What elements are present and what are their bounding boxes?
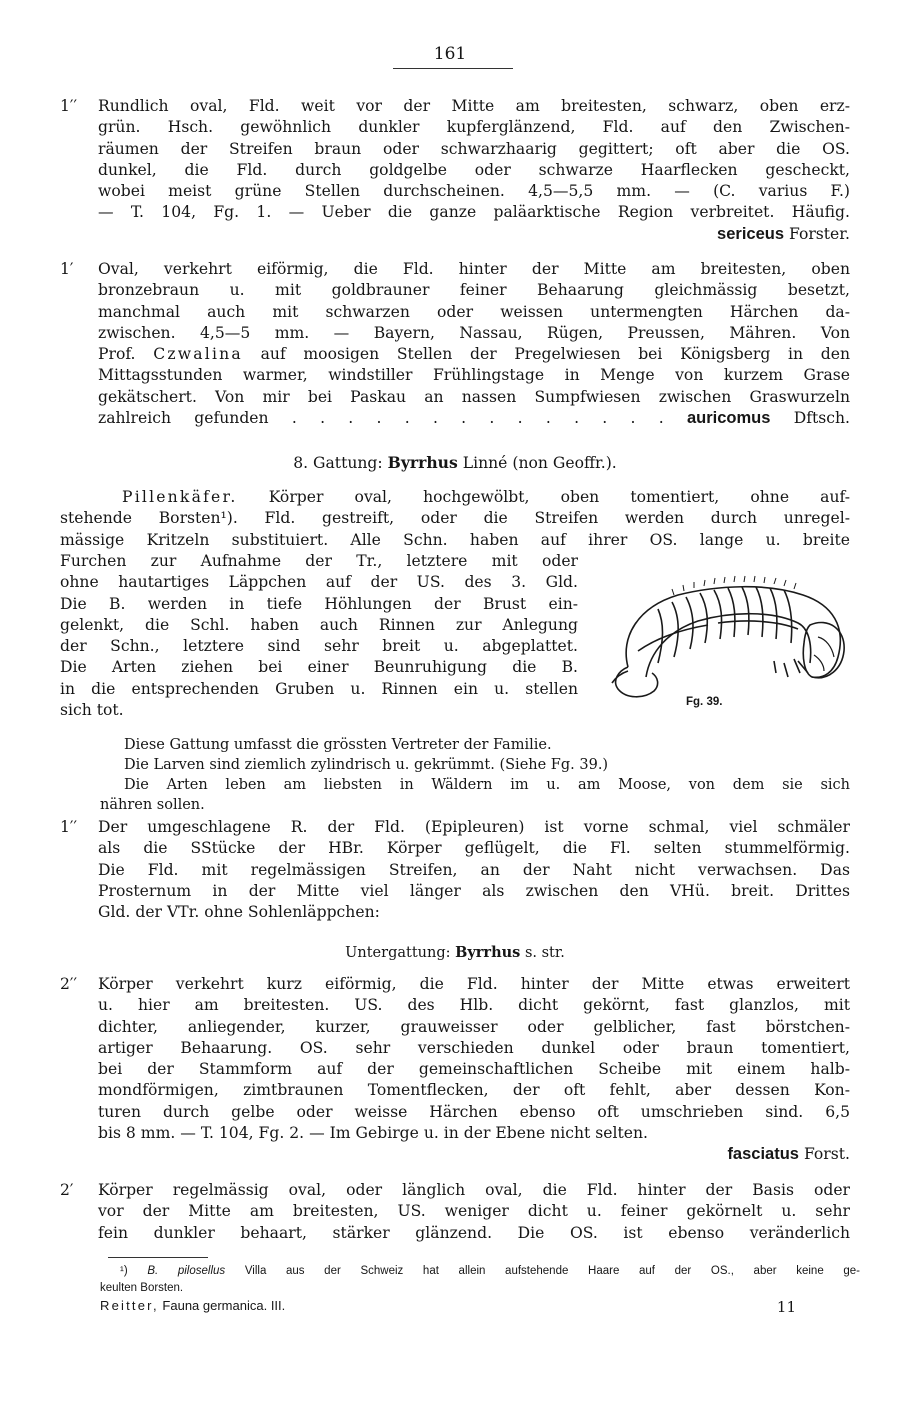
footnote-mark: ¹) — [120, 1265, 128, 1277]
entry-text-line: bronzebraun u. mit goldbrauner feiner Behaarung gleichmässig besetzt, — [98, 281, 850, 300]
subgenus-heading-suffix: s. str. — [524, 945, 565, 961]
desc-line: der Schn., letztere sind sehr breit u. abgeplattet. — [60, 637, 578, 656]
note-line: Diese Gattung umfasst die grössten Vertreter der Familie. — [124, 737, 552, 753]
entry-text-line: zwischen. 4,5—5 mm. — Bayern, Nassau, Rügen, Preussen, Mähren. Von — [98, 323, 850, 342]
footnote-text: keulten Borsten. — [100, 1282, 184, 1294]
sheet-number: 11 — [776, 1298, 796, 1316]
species-author: Forst. — [803, 1145, 850, 1164]
genus-description — [60, 487, 850, 551]
subgenus-heading-prefix: Untergattung: — [345, 945, 451, 961]
couplet-marker: 2′′ — [60, 975, 78, 993]
desc-line: ohne hautartiges Läppchen auf der US. des 3. Gld. — [60, 573, 578, 592]
collector-name: Czwalina — [153, 345, 243, 364]
key-entry-sericeus — [60, 96, 850, 245]
larva-illustration — [598, 567, 858, 717]
key-entry-second-couplet — [60, 1180, 850, 1244]
entry-text-line: Körper regelmässig oval, oder länglich oval, die Fld. hinter der Basis oder — [98, 1181, 850, 1199]
key-entry-fasciatus — [60, 974, 850, 1166]
genus-heading-prefix: 8. Gattung: — [293, 454, 383, 472]
page-number-rule — [393, 68, 513, 69]
footer-author: Reitter, — [100, 1298, 159, 1313]
entry-text-line: Mittagsstunden warmer, windstiller Frühlingstage in Menge von kurzem Grase — [98, 366, 850, 385]
genus-description-column — [60, 551, 578, 721]
entry-text-line: Rundlich oval, Fld. weit vor der Mitte am breitesten, schwarz, oben erz- — [98, 97, 850, 115]
subgenus-name: Byrrhus — [455, 944, 521, 961]
entry-text-line: Körper verkehrt kurz eiförmig, die Fld. hinter der Mitte etwas erweitert — [98, 975, 850, 993]
entry-text-line: Gld. der VTr. ohne Sohlenläppchen: — [98, 903, 380, 922]
desc-line: gelenkt, die Schl. haben auch Rinnen zur Anlegung — [60, 615, 578, 634]
genus-heading — [60, 452, 850, 474]
footnote-rule — [108, 1257, 208, 1258]
page-number: 161 — [433, 44, 467, 64]
entry-text-line: zahlreich gefunden . . . . . . . . . . . . . . — [98, 409, 664, 428]
desc-line: sich tot. — [60, 701, 124, 720]
desc-line: Furchen zur Aufnahme der Tr., letztere mit oder — [60, 552, 578, 570]
note-line: nähren sollen. — [100, 797, 205, 813]
entry-text-line: dunkel, die Fld. durch goldgelbe oder schwarze Haarflecken gescheckt, — [98, 160, 850, 179]
desc-line: Die Arten ziehen bei einer Beunruhigung die B. — [60, 658, 578, 677]
entry-text-line: räumen der Streifen braun oder schwarzhaarig gegittert; oft aber die OS. — [98, 139, 850, 158]
entry-text-part: Prof. — [98, 345, 136, 364]
entry-text-line: Der umgeschlagene R. der Fld. (Epipleuren) ist vorne schmal, viel schmäler — [98, 818, 850, 836]
species-name: fasciatus — [727, 1145, 799, 1164]
genus-notes — [100, 735, 850, 815]
entry-text-line: mondförmigen, zimtbraunen Tomentflecken, der oft fehlt, aber dessen Kon- — [98, 1081, 850, 1100]
entry-text-line: vor der Mitte am breitesten, US. weniger dicht u. feiner gekörnelt u. sehr — [98, 1202, 850, 1221]
footnote-species: B. pilosellus — [147, 1265, 226, 1277]
couplet-marker: 2′ — [60, 1181, 74, 1199]
species-name: sericeus — [717, 224, 785, 243]
entry-text-line: grün. Hsch. gewöhnlich dunkler kupferglänzend, Fld. auf den Zwischen- — [98, 118, 850, 137]
desc-line: Körper oval, hochgewölbt, oben tomentiert, ohne auf- — [268, 488, 850, 506]
note-line: Die Arten leben am liebsten in Wäldern im u. am Moose, von dem sie sich — [124, 777, 850, 793]
key-entry-auricomus — [60, 259, 850, 429]
desc-line: in die entsprechenden Gruben u. Rinnen ein u. stellen — [60, 679, 578, 698]
entry-text-line: Die Fld. mit regelmässigen Streifen, an der Naht nicht verwachsen. Das — [98, 860, 850, 879]
desc-line: Die B. werden in tiefe Höhlungen der Brust ein- — [60, 594, 578, 613]
footnote-text: Villa aus der Schweiz hat allein aufstehende Haare auf der OS., aber keine ge- — [244, 1265, 860, 1277]
entry-text-line: als die SStücke der HBr. Körper geflügelt, die Fl. selten stummelförmig. — [98, 839, 850, 858]
entry-text-line: Prosternum in der Mitte viel länger als zwischen den VHü. breit. Drittes — [98, 881, 850, 900]
species-name: auricomus — [687, 409, 771, 428]
species-author: Dftsch. — [793, 409, 851, 428]
entry-text-line: dichter, anliegender, kurzer, grauweisser oder gelblicher, fast börstchen- — [98, 1017, 850, 1036]
entry-text-line: bei der Stammform auf der gemeinschaftlichen Scheibe mit einem halb- — [98, 1060, 850, 1079]
key-entry-genus-couplet — [60, 817, 850, 923]
species-author: Forster. — [788, 224, 850, 243]
genus-name: Byrrhus — [387, 453, 458, 472]
couplet-marker: 1′′ — [60, 818, 78, 836]
entry-text-line: — T. 104, Fg. 1. — Ueber die ganze paläarktische Region verbreitet. Häufig. — [98, 203, 850, 222]
entry-text-line: fein dunkler behaart, stärker glänzend. Die OS. ist ebenso veränderlich — [98, 1223, 850, 1242]
entry-text-line: Oval, verkehrt eiförmig, die Fld. hinter der Mitte am breitesten, oben — [98, 260, 850, 278]
entry-text-line: wobei meist grüne Stellen durchscheinen. 4,5—5,5 mm. — (C. varius F.) — [98, 182, 850, 201]
entry-text-line: bis 8 mm. — T. 104, Fg. 2. — Im Gebirge u. in der Ebene nicht selten. — [98, 1124, 648, 1143]
footer-title: Fauna germanica. III. — [162, 1298, 286, 1313]
desc-line: stehende Borsten¹). Fld. gestreift, oder die Streifen werden durch unregel- — [60, 509, 850, 528]
entry-text-line: gekätschert. Von mir bei Paskau an nassen Sumpfwiesen zwischen Graswurzeln — [98, 387, 850, 406]
note-line: Die Larven sind ziemlich zylindrisch u. gekrümmt. (Siehe Fg. 39.) — [124, 757, 609, 773]
figure-caption: Fg. 39. — [686, 696, 723, 708]
couplet-marker: 1′′ — [60, 97, 78, 115]
entry-text-part: auf moosigen Stellen der Pregelwiesen bei Königsberg in den — [260, 345, 850, 364]
common-name: Pillenkäfer. — [122, 488, 238, 506]
entry-text-line: manchmal auch mit schwarzen oder weissen untermengten Härchen da- — [98, 302, 850, 321]
desc-line: mässige Kritzeln substituiert. Alle Schn. haben auf ihrer OS. lange u. breite — [60, 530, 850, 549]
subgenus-heading — [60, 942, 850, 964]
footnote — [100, 1263, 860, 1297]
genus-heading-suffix: Linné (non Geoffr.). — [462, 454, 617, 472]
entry-text-line: turen durch gelbe oder weisse Härchen ebenso oft umschrieben sind. 6,5 — [98, 1102, 850, 1121]
entry-text-line: artiger Behaarung. OS. sehr verschieden dunkel oder braun tomentiert, — [98, 1038, 850, 1057]
entry-text-line: u. hier am breitesten. US. des Hlb. dicht gekörnt, fast glanzlos, mit — [98, 996, 850, 1015]
couplet-marker: 1′ — [60, 260, 74, 278]
